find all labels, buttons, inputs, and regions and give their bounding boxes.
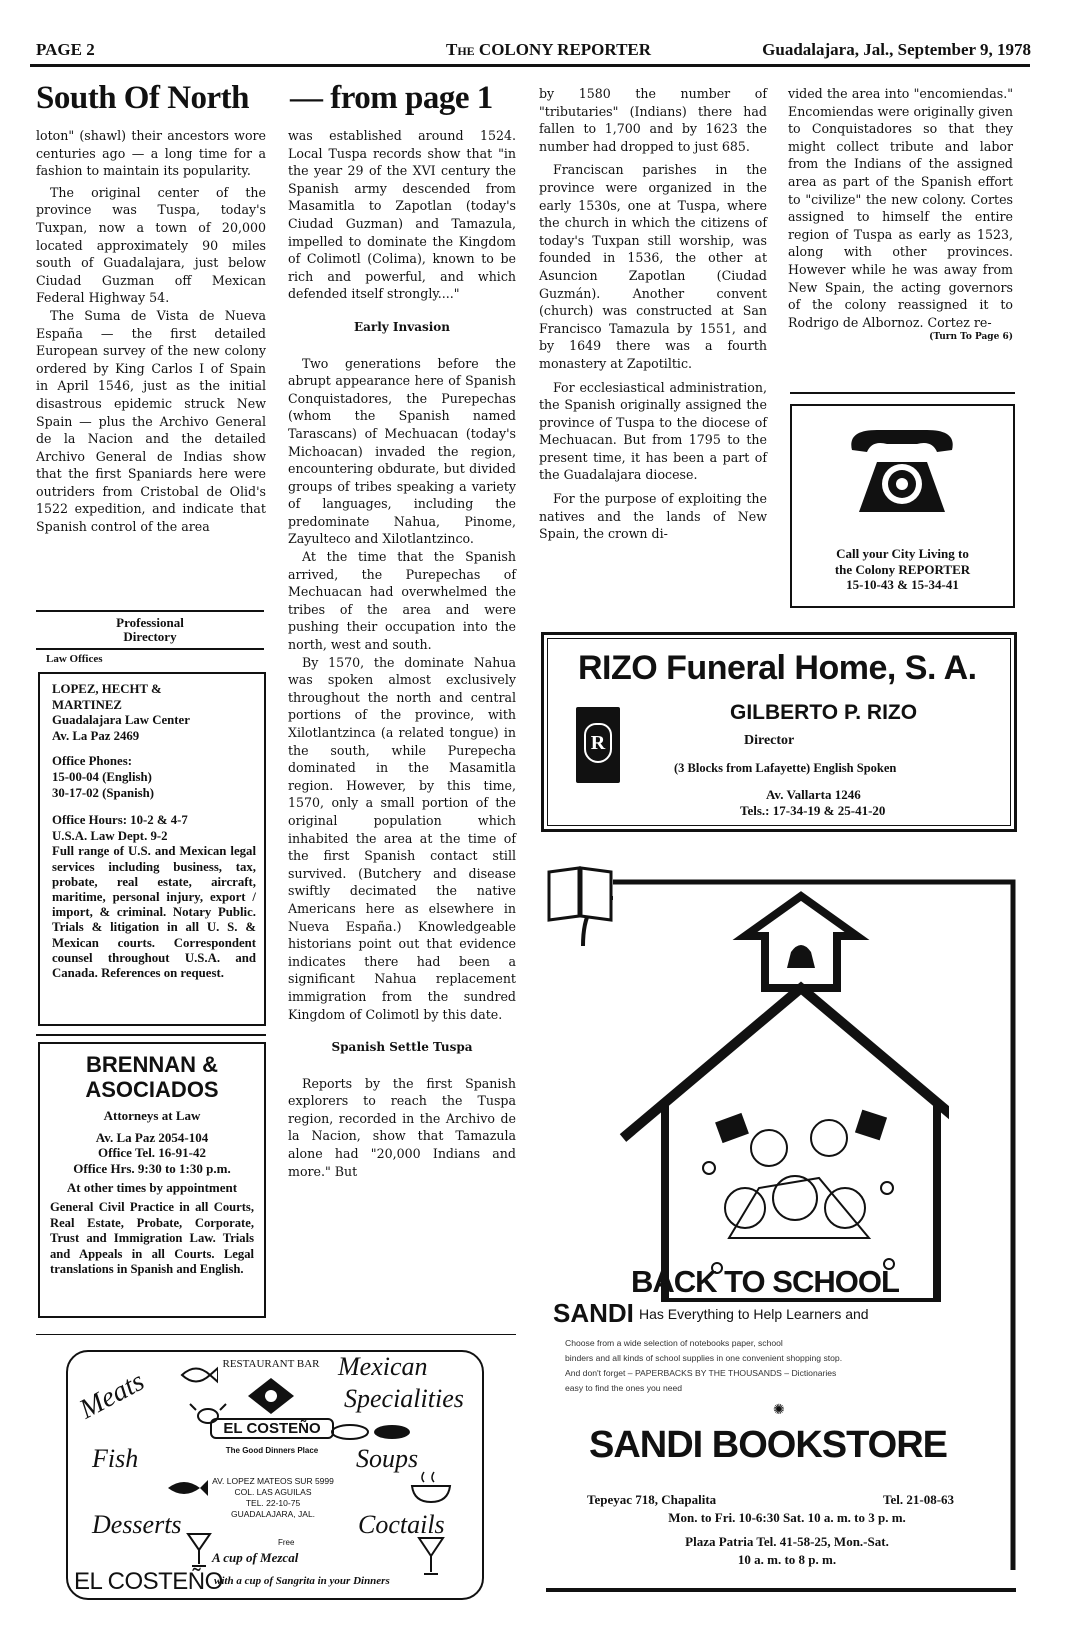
brennan-address: Av. La Paz 2054-104 [95,1129,209,1145]
phones-label: Office Phones: [52,754,132,769]
directory-title-2: Directory [123,629,177,644]
paragraph: Franciscan parishes in the province were organized in the early 1530s, one at Tuspa, where the church in which the citizens of today's Tuxpan still worship, was founded in 1536, the other at Asuncion Zapotlan (Ciudad Guzmán). Another convent (church) was constructed at San Francisco Tamazula by 1551, and by 1649 there was a fourth monastery at Zapotiltic. [539,162,767,371]
firm-name-line: MARTINEZ [52,697,122,712]
rizo-role: Director [744,733,795,748]
headline-left: South Of North [36,80,250,116]
jump-line: (Turn To Page 6) [929,332,1013,343]
paragraph: For ecclesiastical administration, the Spanish originally assigned the province of Tuspa to the diocese of Mechuacan. But from 1795 to the present time, it has been a part of the Guadalajara diocese. [539,379,767,483]
sandi-plaza-hours: 10 a. m. to 8 p. m. [737,1552,837,1567]
sandi-plaza: Plaza Patria Tel. 41-58-25, Mon.-Sat. [685,1534,889,1549]
open-book-icon [545,862,615,922]
law-office-listing [38,672,266,1026]
telephone-icon [837,422,967,522]
offer-mezcal: A cup of Mezcal [212,1550,299,1565]
paragraph: Two generations before the abrupt appearance here of Spanish Conquistadores, the Purepechas (whom the Spanish named Tarascans) of Mechuacan (today's Michoacan) invaded the region, encountering obdurate, but divided groups of tribes speaking a variety of languages, including the predominate Nahua, Pinome, Zayulteco and Xilotlantzinco. [288,355,516,547]
label-meats: Meats [74,1365,150,1426]
directory-section: Law Offices [46,653,103,665]
paragraph: The original center of the province was Tuspa, today's Tuxpan, now a town of 20,000 located approximately 90 miles south of Guadalajara, just below Ciudad Guzman off Mexican Federal Highway 54. [36,184,266,306]
masthead [36,36,1031,64]
paragraph: By 1570, the dominate Nahua was spoken almost exclusively throughout the north and central portions of the province, with Xilotlantzinca (a related tongue) in the south, while Purepecha dominated in the Masamitla region. However, by this time, 1570, only a small portion of the original population which inhabited the area at the time of the first Spanish contact still survived. (Butchery and disease swiftly decimated the native Americans here as elsewhere in Nueva España.) Knowledgeable historians point out that evidence indicates there had been a significant Nahua replacement immigration from the sundred Kingdom of Colimotl by this date. [288,654,516,1022]
address-line: AV. LOPEZ MATEOS SUR 5999 [212,1476,334,1486]
address-line: TEL. 22-10-75 [245,1498,301,1508]
sandi-ad [543,858,1019,1570]
offer-sangrita: with a cup of Sangrita in your Dinners [214,1575,390,1587]
rule [790,392,1015,394]
star-icon: ✺ [773,1402,785,1418]
law-center: Guadalajara Law Center [52,713,190,728]
firm-hours [52,813,256,844]
logo-text: R [584,723,612,763]
firm-address: Av. La Paz 2469 [52,728,140,743]
paragraph: vided the area into "encomiendas." Encomiendas were originally given to Conquistadores so that they might collect tribute and labor from the Indians of the assigned area as part of the Spanish effort to "civilize" the new colony. Cortes assigned to himself the entire region of Tuspa as early as 1523, along with other provinces. However while he was away from New Spain, the acting governors of the colony reassigned it to Rodrigo de Albornoz. Cortez re- [788,86,1013,330]
sandi-copy-line: easy to find the ones you need [565,1383,683,1393]
brennan-name-line: BRENNAN & [86,1052,218,1077]
headline-right: — from page 1 [290,80,493,116]
phone-ad [790,404,1015,608]
dishes-icon [330,1422,416,1442]
rule [36,1334,516,1335]
article-column-3 [539,85,767,543]
phone-spanish: 30-17-02 (Spanish) [52,785,155,800]
sandi-copy-line: binders and all kinds of school supplies in one convenient shopping stop. [565,1353,843,1363]
paragraph: was established around 1524. Local Tuspa records show that "in the year 29 of the XVI century the Spanish army descended from Masamitla to Zapotlan (today's Ciudad Guzman) and Tamazula, impelled to dominate the Kingdom of Colimotl (Colima), known to be rich and powerful, and which defended itself strongly...." [288,128,516,302]
phone-ad-line-2: the Colony REPORTER [834,561,971,577]
cocktail-glass-icon [416,1534,446,1578]
sandi-bookstore-name: SANDI BOOKSTORE [589,1424,948,1466]
brennan-name-line: ASOCIADOS [85,1077,219,1102]
brennan-name [50,1052,254,1102]
address-line: GUADALAJARA, JAL. [230,1509,316,1519]
soup-bowl-icon [408,1468,454,1508]
sandi-hours: Mon. to Fri. 10-6:30 Sat. 10 a. m. to 3 p. m. [668,1510,906,1525]
paragraph: by 1580 the number of "tributaries" (Indians) there had fallen to 1,700 and by 1623 the number had dropped to just 685. [539,86,767,154]
brennan-listing [38,1042,266,1318]
restaurant-type: RESTAURANT BAR [222,1358,320,1370]
sandi-tel: Tel. 21-08-63 [883,1492,955,1507]
article-column-1 [36,127,266,536]
directory-title [36,616,264,644]
article-column-2 [288,127,516,1180]
schoolhouse-icon [619,888,949,1302]
paragraph: Reports by the first Spanish explorers to reach the Tuspa region, recorded in the Archivo de la Nacion, show that Tamazula alone had "20,000 Indians and more." But [288,1075,516,1179]
rizo-ad [541,632,1017,832]
phone-english: 15-00-04 (English) [52,769,152,784]
sandi-brand: SANDI [553,1298,634,1328]
firm-phones [52,754,256,801]
glass-icon [184,1530,214,1570]
subhead-spanish-settle: Spanish Settle Tuspa [331,1040,473,1055]
paragraph: For the purpose of exploiting the natives and the lands of New Spain, the crown di- [539,491,767,542]
fish-icon [178,1360,218,1390]
brennan-role: Attorneys at Law [103,1108,201,1123]
brennan-services: General Civil Practice in all Courts, Real Estate, Probate, Corporate, Trust and Immigration Law. Trials and Appeals in all Courts. Legal translations in Spanish and English. [50,1199,254,1277]
paragraph: loton" (shawl) their ancestors wore centuries ago — a long time for a fashion to maintain its popularity. [36,128,266,179]
rule [546,1588,1016,1592]
sandi-copy-line: Choose from a wide selection of notebooks paper, school [565,1338,783,1348]
label-specialities: Specialities [344,1384,464,1413]
masthead-rule [30,64,1030,67]
label-mexican: Mexican [338,1352,428,1381]
label-desserts: Desserts [92,1510,182,1539]
paper-name: The COLONY REPORTER [446,40,652,59]
rule [36,648,264,650]
label-soups: Soups [356,1444,419,1473]
firm-name [52,682,256,744]
children-illustration [703,1111,894,1273]
restaurant-address [206,1476,340,1520]
rule [36,610,264,612]
sandi-copy-line: And don't forget – PAPERBACKS BY THE THOUSANDS – Dictionaries [565,1368,837,1378]
footer-restaurant-name: EL COSTEÑO [74,1568,223,1595]
restaurant-logo [246,1376,296,1416]
usa-dept: U.S.A. Law Dept. 9-2 [52,828,168,843]
rizo-note: (3 Blocks from Lafayette) English Spoken [674,761,897,775]
brennan-appointment: At other times by appointment [66,1180,238,1196]
paragraph: The Suma de Vista de Nueva España — the first detailed European survey of the new colony ordered by King Carlos I of Spain in April 1546, just as the initial disastrous epidemic struck New Spain — plus the Archivo General de la Nacion and the detailed Archivo General de Indias show that the first Spaniards here were outriders from Cristobal de Olid's 1522 expedition, and indicate that Spanish control of the area [36,307,266,535]
paragraph: At the time that the Spanish arrived, the Purepechas of Mechuacan had overwhelmed the tribes of the area and were pushing their occupation into the north, west and south. [288,549,516,653]
directory-title-1: Professional [116,615,184,630]
phone-ad-line-1: Call your City Living to [836,546,969,561]
sandi-address: Tepeyac 718, Chapalita [587,1492,717,1507]
sandi-copy [565,1336,995,1396]
address-line: COL. LAS AGUILAS [234,1487,312,1497]
back-to-school-headline: BACK TO SCHOOL [631,1264,899,1299]
label-fish: Fish [92,1444,139,1473]
office-hours: Office Hours: 10-2 & 4-7 [52,813,188,828]
restaurant-tagline: The Good Dinners Place [225,1446,319,1455]
sandi-tagline: Has Everything to Help Learners and [639,1306,869,1322]
restaurant-name: EL COSTEÑO [210,1418,334,1439]
rizo-phones: Tels.: 17-34-19 & 25-41-20 [740,803,886,818]
firm-services: Full range of U.S. and Mexican legal services including business, tax, probate, real estate, aircraft, maritime, personal injury, export / import, & criminal. Notary Public. Trials & litigation in all U. S. & Mexican courts. Correspondent counsel throughout U.S.A. and Canada. References on request. [52,844,256,980]
subhead-early-invasion: Early Invasion [353,319,451,334]
offer-free: Free [278,1538,295,1547]
brennan-hours: Office Hrs. 9:30 to 1:30 p.m. [73,1160,231,1176]
rule [36,1034,266,1036]
dateline: Guadalajara, Jal., September 9, 1978 [762,40,1031,59]
article-column-4 [788,85,1013,343]
rizo-owner: GILBERTO P. RIZO [730,701,918,724]
el-costeno-ad [66,1350,484,1600]
page-number: PAGE 2 [36,40,95,59]
firm-name-line: LOPEZ, HECHT & [52,682,162,696]
brennan-contact [50,1130,254,1177]
label-coctails: Coctails [358,1510,445,1539]
brennan-tel: Office Tel. 16-91-42 [98,1145,206,1161]
fish-icon [164,1476,208,1500]
rizo-title: RIZO Funeral Home, S. A. [578,649,977,687]
rizo-logo [576,707,620,783]
rizo-address: Av. Vallarta 1246 [766,787,861,802]
phone-ad-phones: 15-10-43 & 15-34-41 [846,577,959,593]
